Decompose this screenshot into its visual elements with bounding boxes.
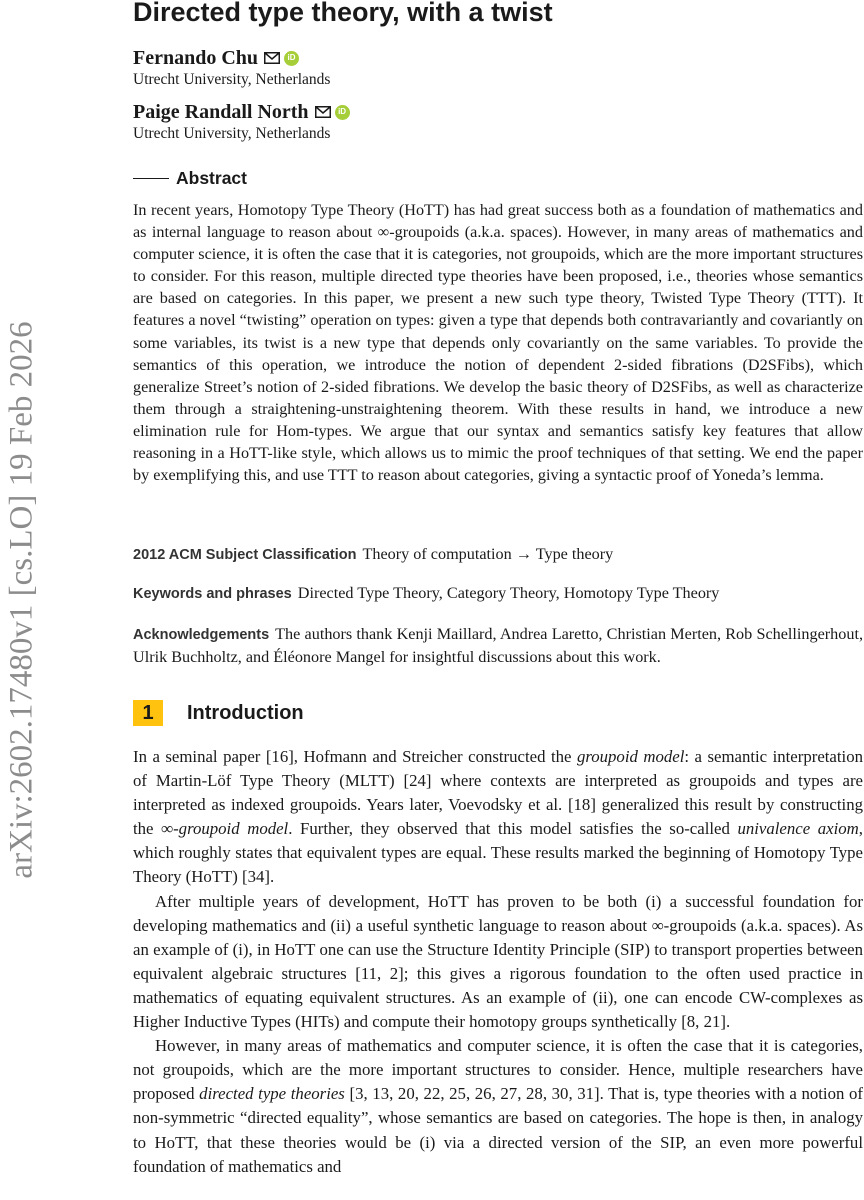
paper-title: Directed type theory, with a twist: [133, 0, 553, 27]
text-run: . Further, they observed that this model satisfies the so-called: [288, 819, 738, 839]
orcid-icon[interactable]: iD: [335, 105, 350, 120]
author-block: [133, 46, 330, 90]
abstract-text: In recent years, Homotopy Type Theory (HoTT) has had great success both as a foundation of mathematics and as internal language to reason about ∞-groupoids (a.k.a. spaces). However, in many areas of mathematics and computer science, it is often the case that it is categories, not groupoids, which are the more important structures to consider. For this reason, multiple directed type theories have been proposed, i.e., theories whose semantics are based on categories. In this paper, we present a new such type theory, Twisted Type Theory (TTT). It features a novel “twisting” operation on types: given a type that depends both contravariantly and covariantly on some variables, its twist is a new type that depends only covariantly on the same variables. To provide the semantics of this operation, we introduce the notion of dependent 2-sided fibrations (D2SFibs), which generalize Street’s notion of 2-sided fibrations. We develop the basic theory of D2SFibs, as well as characterize them through a straightening-unstraightening theorem. With these results in hand, we introduce a new elimination rule for Hom-types. We argue that our syntax and semantics satisfy key features that allow reasoning in a HoTT-like style, which allows us to mimic the proof techniques of that setting. We end the paper by exemplifying this, and use TTT to reason about categories, giving a syntactic proof of Yoneda’s lemma.: [133, 201, 863, 485]
intro-paragraph: [133, 745, 863, 890]
text-run: In a seminal paper [16], Hofmann and Streicher constructed the: [133, 747, 577, 766]
emphasis: directed type theories: [199, 1084, 345, 1104]
emphasis: groupoid model: [576, 747, 685, 766]
text-run: [3, 13, 20, 22, 25, 26, 27, 28, 30, 31]. That is, type theories with a notion of non-symmetric “directed equality”, whose semantics are based on categories. The hope is then, in analogy to HoTT, that these theories would be (i) via a directed version of the SIP, an even more powerful foundation of mathematics and: [133, 1084, 863, 1176]
author-name-text: Paige Randall North: [133, 101, 309, 123]
section-number: 1: [133, 700, 163, 726]
author-block: [133, 100, 350, 144]
author-name-text: Fernando Chu: [133, 47, 259, 69]
orcid-icon[interactable]: iD: [284, 51, 299, 66]
acknowledgements: [133, 623, 863, 668]
keywords-text: Directed Type Theory, Category Theory, Homotopy Type Theory: [297, 584, 720, 602]
abstract-heading-text: Abstract: [176, 168, 247, 188]
acknowledgements-label: Acknowledgements: [133, 627, 270, 643]
arxiv-identifier: arXiv:2602.17480v1 [cs.LO] 19 Feb 2026: [3, 321, 40, 879]
author-name: [133, 46, 330, 70]
intro-paragraph: [133, 1034, 863, 1179]
acm-text: Theory of computation → Type theory: [362, 545, 614, 563]
acm-classification: [133, 543, 863, 566]
author-name: [133, 100, 350, 124]
intro-paragraph: After multiple years of development, HoTT has proven to be both (i) a successful foundation for developing mathematics and (ii) a useful synthetic language to reason about ∞-groupoids (a.k.a. spaces). As an example of (i), in HoTT one can use the Structure Identity Principle (SIP) to transport properties between equivalent algebraic structures [11, 2]; this gives a rigorous foundation to the often used practice in mathematics of equating equivalent structures. As an example of (ii), one can encode CW-complexes as Higher Inductive Types (HITs) and compute their homotopy groups synthetically [8, 21].: [133, 891, 863, 1032]
envelope-icon[interactable]: [264, 52, 280, 64]
author-affiliation: Utrecht University, Netherlands: [133, 125, 331, 142]
abstract-heading: [133, 168, 247, 189]
envelope-icon[interactable]: [315, 106, 331, 118]
text-run: , which roughly states that equivalent types are equal. These results marked the beginning of Homotopy Type Theory (HoTT) [34].: [133, 819, 863, 887]
acm-label: 2012 ACM Subject Classification: [133, 547, 357, 563]
section-heading: [133, 700, 304, 726]
section-title: Introduction: [187, 701, 304, 724]
emphasis: univalence axiom: [737, 819, 859, 839]
acknowledgements-text: The authors thank Kenji Maillard, Andrea Laretto, Christian Merten, Rob Schellingerhout, Ulrik Buchholtz, and Éléonore Mangel for insightful discussions about this work.: [133, 625, 863, 667]
text-run: : a semantic interpretation of Martin-Löf Type Theory (MLTT) [24] where contexts are interpreted as groupoids and types are interpreted as indexed groupoids. Years later, Voevodsky et al. [18] generalized this result by constructing the: [133, 747, 863, 839]
keywords-label: Keywords and phrases: [133, 586, 292, 602]
author-affiliation: Utrecht University, Netherlands: [133, 71, 331, 88]
emphasis: ∞-groupoid model: [161, 819, 289, 839]
text-run: However, in many areas of mathematics and computer science, it is often the case that it is categories, not groupoids, which are the more important structures to consider. Hence, multiple researchers have proposed: [133, 1036, 863, 1104]
introduction-body: [133, 745, 863, 1179]
keywords: [133, 582, 863, 605]
heading-rule: [133, 178, 169, 179]
